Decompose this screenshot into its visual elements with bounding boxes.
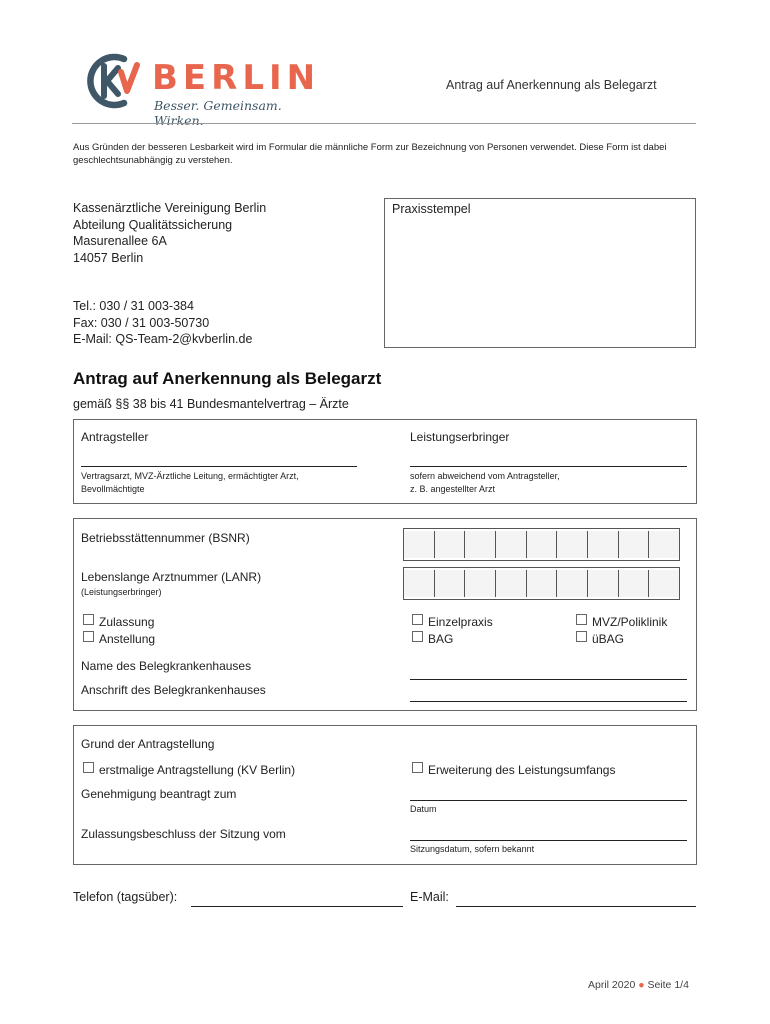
phone-input[interactable] — [191, 906, 403, 907]
provider-label: Leistungserbringer — [410, 430, 510, 444]
address-block — [73, 200, 373, 348]
mvz-checkbox[interactable]: MVZ/Poliklinik — [576, 614, 667, 629]
anstellung-checkbox[interactable]: Anstellung — [83, 631, 155, 646]
applicant-section — [73, 419, 697, 504]
footer-date: April 2020 — [588, 979, 636, 991]
address-fax: Fax: 030 / 31 003-50730 — [73, 315, 210, 330]
hospital-address-input[interactable] — [410, 701, 687, 702]
header-divider — [72, 123, 696, 124]
logo — [80, 50, 321, 128]
notice-text: Aus Gründen der besseren Lesbarkeit wird im Formular die männliche Form zur Bezeichnung von Personen verwendet. Diese Form ist dabei geschlechtsunabhängig zu verstehen. — [73, 142, 667, 166]
applicant-hint: Vertragsarzt, MVZ-Ärztliche Leitung, ermächtigter Arzt, — [81, 471, 299, 481]
provider-hint: z. B. angestellter Arzt — [410, 484, 496, 494]
decision-label: Zulassungsbeschluss der Sitzung vom — [81, 827, 286, 841]
applicant-input[interactable] — [81, 466, 357, 467]
email-label: E-Mail: — [410, 890, 449, 904]
bsnr-label: Betriebsstättennummer (BSNR) — [81, 531, 250, 545]
address-line: Masurenallee 6A — [73, 234, 167, 248]
address-line: 14057 Berlin — [73, 250, 144, 265]
reason-label: Grund der Antragstellung — [81, 737, 215, 751]
email-input[interactable] — [456, 906, 696, 907]
logo-tagline: Besser. Gemeinsam. Wirken. — [154, 98, 282, 128]
bullet-icon: ● — [638, 979, 645, 991]
form-subtitle: gemäß §§ 38 bis 41 Bundesmantelvertrag – Ärzte — [73, 397, 349, 411]
footer-page: Seite 1/4 — [647, 979, 689, 991]
zulassung-checkbox[interactable]: Zulassung — [83, 614, 154, 629]
kv-logo-icon — [80, 50, 142, 112]
hospital-address-label: Anschrift des Belegkrankenhauses — [81, 683, 266, 697]
einzelpraxis-checkbox[interactable]: Einzelpraxis — [412, 614, 493, 629]
hospital-name-input[interactable] — [410, 679, 687, 680]
session-hint: Sitzungsdatum, sofern bekannt — [410, 844, 535, 854]
phone-label: Telefon (tagsüber): — [73, 890, 178, 904]
date-hint: Datum — [410, 804, 437, 814]
address-tel: Tel.: 030 / 31 003-384 — [73, 299, 194, 313]
logo-wordmark: BERLIN — [152, 58, 321, 98]
bag-checkbox[interactable]: BAG — [412, 631, 453, 646]
stamp-box[interactable] — [384, 198, 696, 348]
practice-section — [73, 518, 697, 711]
first-application-checkbox[interactable]: erstmalige Antragstellung (KV Berlin) — [83, 762, 295, 777]
page-footer — [588, 979, 689, 991]
form-title: Antrag auf Anerkennung als Belegarzt — [73, 369, 382, 388]
lanr-hint: (Leistungserbringer) — [81, 587, 162, 597]
ubag-checkbox[interactable]: üBAG — [576, 631, 624, 646]
provider-input[interactable] — [410, 466, 687, 467]
decision-date-input[interactable] — [410, 840, 687, 841]
approval-label: Genehmigung beantragt zum — [81, 787, 237, 801]
reason-section — [73, 725, 697, 865]
address-line: Kassenärztliche Vereinigung Berlin — [73, 201, 267, 215]
bsnr-input[interactable] — [403, 528, 680, 561]
header-title: Antrag auf Anerkennung als Belegarzt — [446, 78, 657, 92]
lanr-label: Lebenslange Arztnummer (LANR) — [81, 570, 262, 584]
hospital-name-label: Name des Belegkrankenhauses — [81, 659, 252, 673]
address-line: Abteilung Qualitätssicherung — [73, 217, 233, 232]
stamp-label: Praxisstempel — [392, 202, 471, 216]
applicant-label: Antragsteller — [81, 430, 149, 444]
provider-hint: sofern abweichend vom Antragsteller, — [410, 471, 560, 481]
extension-checkbox[interactable]: Erweiterung des Leistungsumfangs — [412, 762, 615, 777]
approval-date-input[interactable] — [410, 800, 687, 801]
address-email: E-Mail: QS-Team-2@kvberlin.de — [73, 332, 253, 346]
applicant-hint: Bevollmächtigte — [81, 484, 145, 494]
lanr-input[interactable] — [403, 567, 680, 600]
